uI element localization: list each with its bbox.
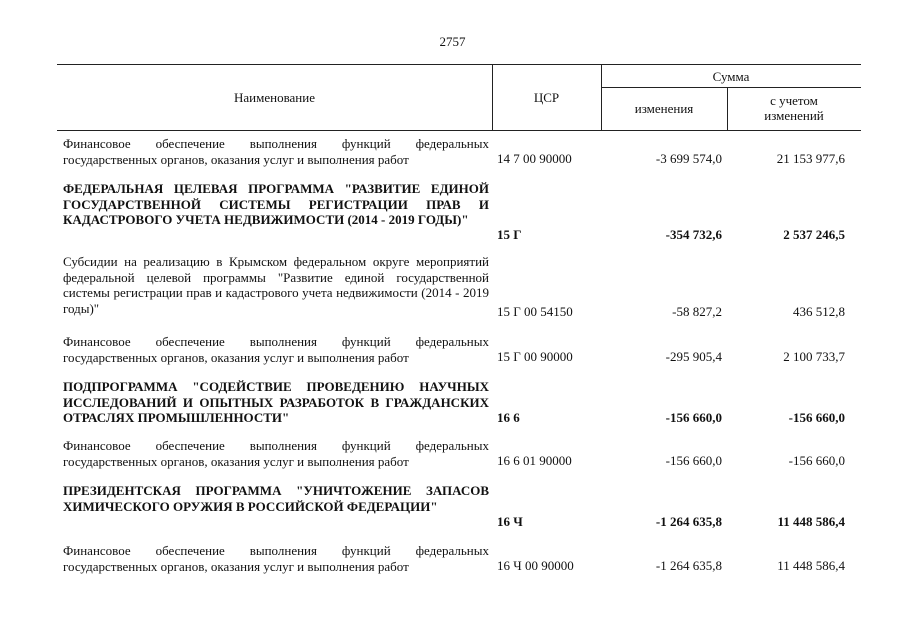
table-row xyxy=(57,379,861,427)
table-row xyxy=(57,543,861,577)
header-top-border xyxy=(57,64,861,65)
row-change: -3 699 574,0 xyxy=(655,151,722,166)
row-change: -58 827,2 xyxy=(672,304,722,319)
row-name: ПОДПРОГРАММА "СОДЕЙСТВИЕ ПРОВЕДЕНИЮ НАУЧНЫХ ИССЛЕДОВАНИЙ И ОПЫТНЫХ РАЗРАБОТОК В ГРАЖДАНСКИХ ОТРАСЛЯХ ПРОМЫШЛЕННОСТИ" xyxy=(63,379,489,425)
header-with-changes xyxy=(727,93,861,123)
row-name: Финансовое обеспечение выполнения функций федеральных государственных органов, оказания услуг и выполнения работ xyxy=(63,438,489,469)
row-code: 15 Г 00 54150 xyxy=(497,304,573,319)
row-total: -156 660,0 xyxy=(788,410,845,425)
row-change: -295 905,4 xyxy=(665,349,722,364)
row-name: Субсидии на реализацию в Крымском федеральном округе мероприятий федеральной целевой программы "Развитие единой государственной системы регистрации прав и кадастрового учета недвижимости (2014 - 2019 годы)" xyxy=(63,254,489,316)
row-name: ПРЕЗИДЕНТСКАЯ ПРОГРАММА "УНИЧТОЖЕНИЕ ЗАПАСОВ ХИМИЧЕСКОГО ОРУЖИЯ В РОССИЙСКОЙ ФЕДЕРАЦИИ" xyxy=(63,483,489,514)
row-code: 15 Г 00 90000 xyxy=(497,349,573,364)
row-code: 16 6 xyxy=(497,410,520,425)
header-sum: Сумма xyxy=(712,69,750,84)
row-change: -156 660,0 xyxy=(665,410,722,425)
row-name: Финансовое обеспечение выполнения функций федеральных государственных органов, оказания услуг и выполнения работ xyxy=(63,334,489,365)
row-total: 11 448 586,4 xyxy=(777,558,845,573)
row-total: -156 660,0 xyxy=(788,453,845,468)
row-name: Финансовое обеспечение выполнения функций федеральных государственных органов, оказания услуг и выполнения работ xyxy=(63,543,489,574)
header-sum-divider xyxy=(601,87,861,88)
row-change: -354 732,6 xyxy=(665,227,722,242)
row-name: Финансовое обеспечение выполнения функций федеральных государственных органов, оказания услуг и выполнения работ xyxy=(63,136,489,167)
table-row xyxy=(57,483,861,531)
row-code: 16 Ч 00 90000 xyxy=(497,558,574,573)
table-row xyxy=(57,334,861,368)
row-change: -1 264 635,8 xyxy=(655,514,722,529)
header-with-changes-line1: с учетом xyxy=(770,93,818,108)
row-code: 14 7 00 90000 xyxy=(497,151,572,166)
row-code: 15 Г xyxy=(497,227,522,242)
row-name: ФЕДЕРАЛЬНАЯ ЦЕЛЕВАЯ ПРОГРАММА "РАЗВИТИЕ ЕДИНОЙ ГОСУДАРСТВЕННОЙ СИСТЕМЫ РЕГИСТРАЦИИ ПРАВ И КАДАСТРОВОГО УЧЕТА НЕДВИЖИМОСТИ (2014 - 2019 ГОДЫ)" xyxy=(63,181,489,227)
page-number: 2757 xyxy=(439,34,466,49)
row-total: 11 448 586,4 xyxy=(777,514,845,529)
header-csr: ЦСР xyxy=(533,90,560,105)
row-total: 2 100 733,7 xyxy=(783,349,845,364)
row-total: 21 153 977,6 xyxy=(776,151,845,166)
row-total: 436 512,8 xyxy=(793,304,845,319)
table-row xyxy=(57,254,861,319)
row-code: 16 6 01 90000 xyxy=(497,453,572,468)
table-row xyxy=(57,181,861,243)
header-bottom-border xyxy=(57,130,861,131)
header-name: Наименование xyxy=(234,90,315,105)
row-code: 16 Ч xyxy=(497,514,523,529)
row-change: -1 264 635,8 xyxy=(655,558,722,573)
row-total: 2 537 246,5 xyxy=(783,227,845,242)
header-with-changes-line2: изменений xyxy=(764,108,824,123)
table-row xyxy=(57,438,861,472)
table-row xyxy=(57,136,861,170)
row-change: -156 660,0 xyxy=(665,453,722,468)
header-changes: изменения xyxy=(634,101,694,116)
